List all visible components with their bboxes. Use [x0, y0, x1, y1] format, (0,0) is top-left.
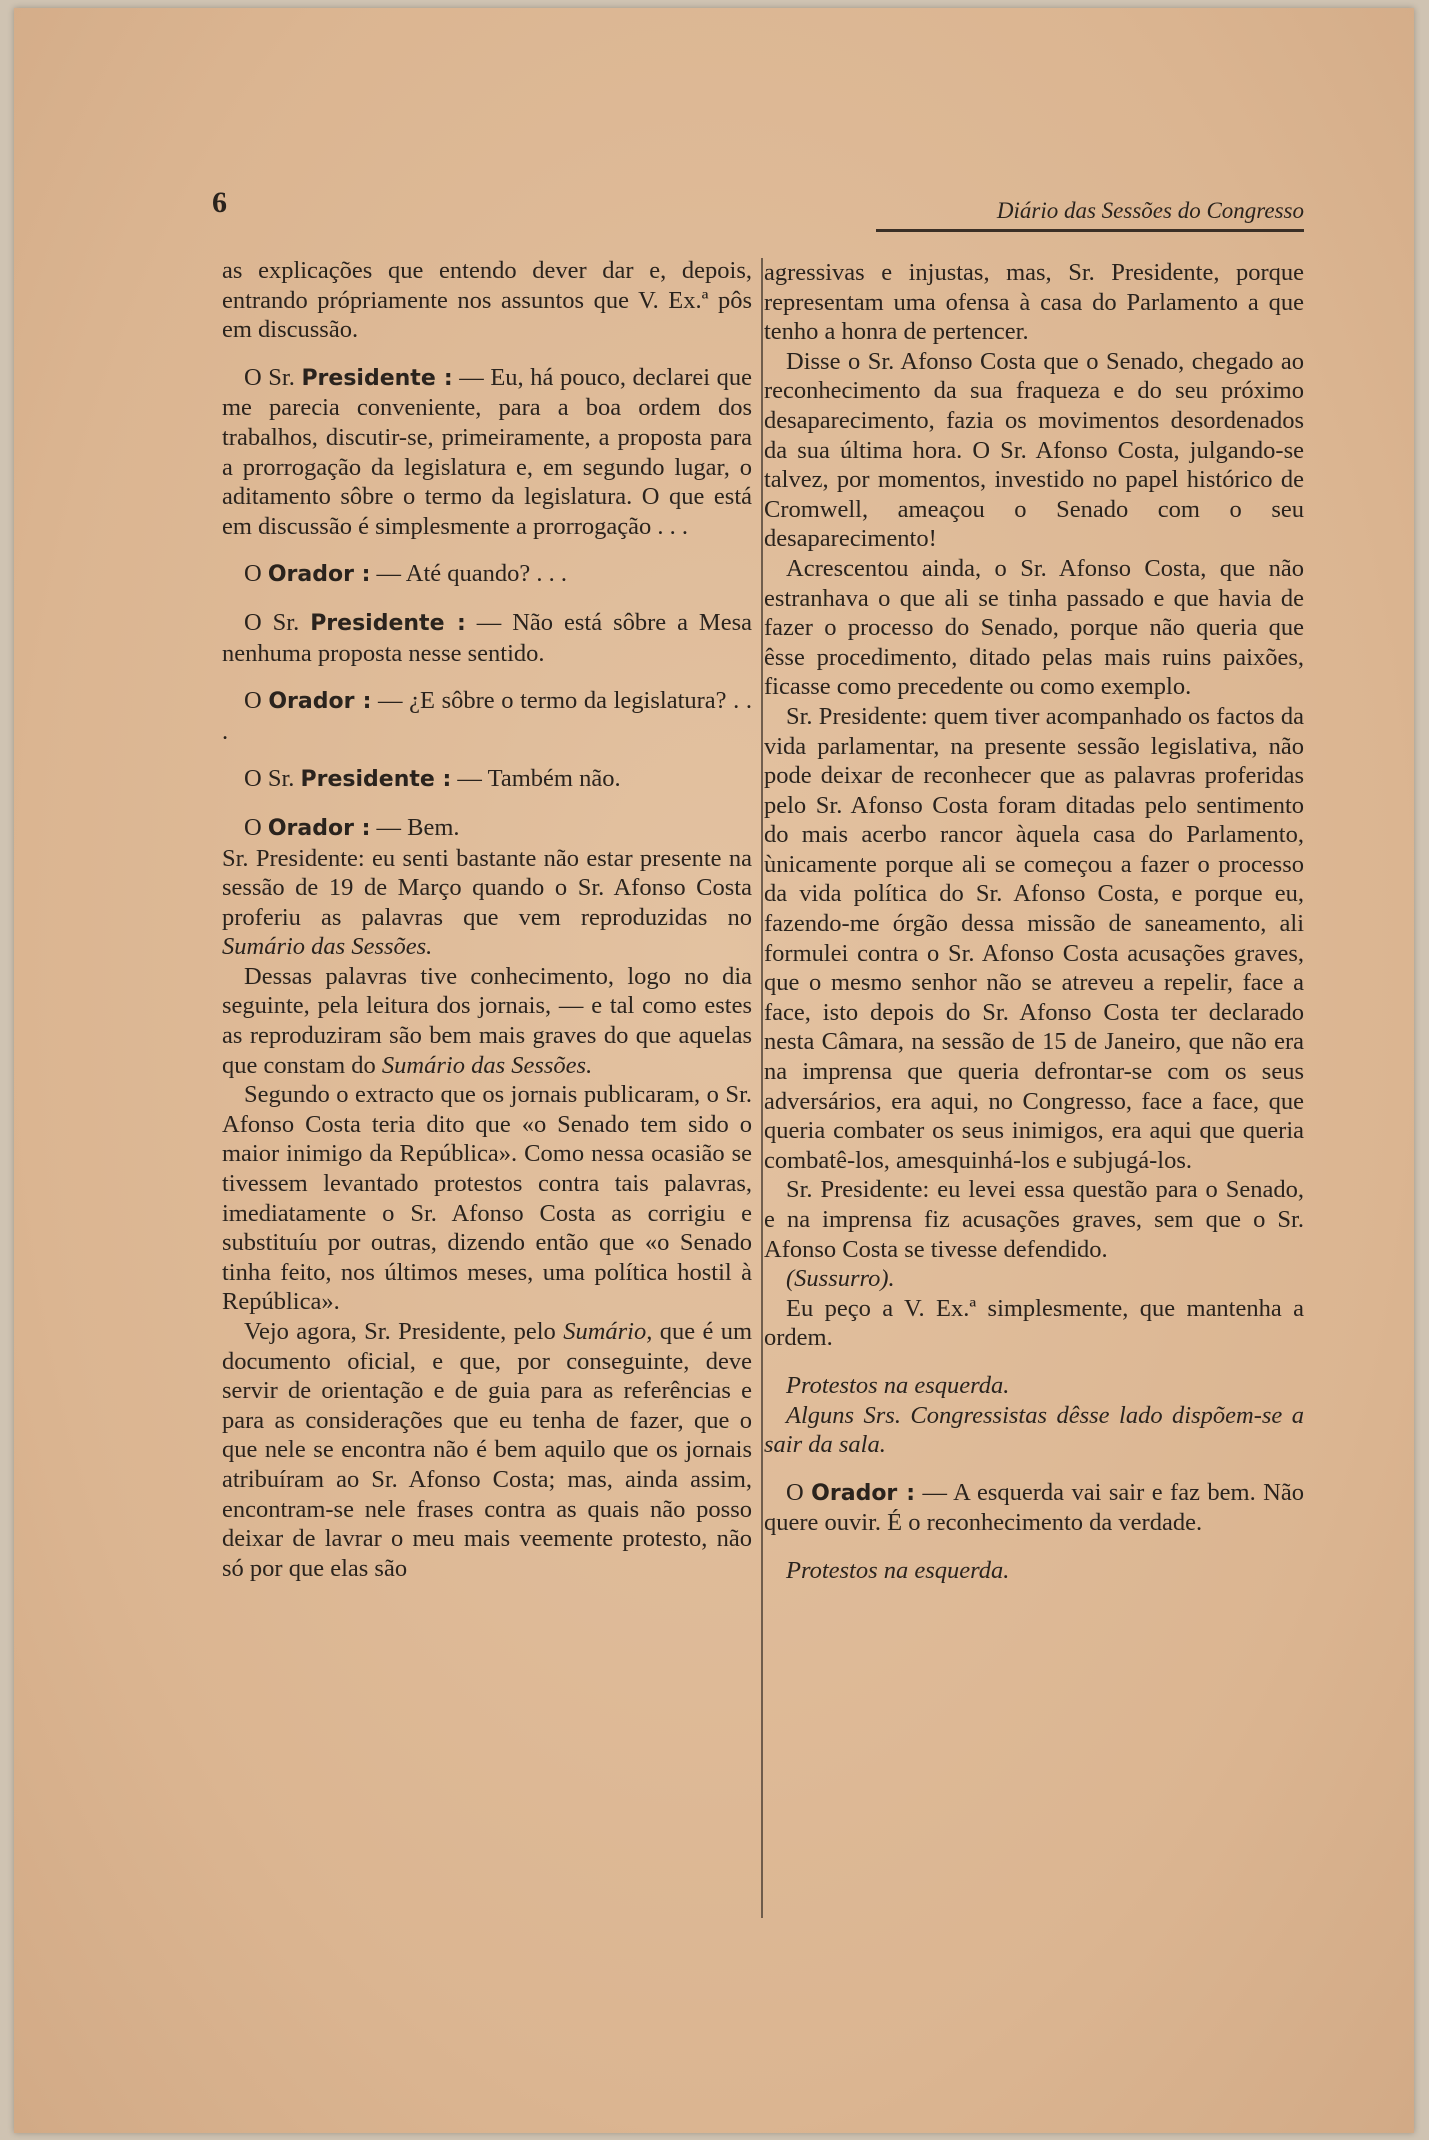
left-column — [222, 256, 752, 1583]
speaker-label: Orador : — [811, 1480, 916, 1506]
paragraph: Acrescentou ainda, o Sr. Afonso Costa, que não estranhava o que ali se tinha passado e que havia de fazer o processo do Senado, porque não queria que êsse procedimento, ditado pelas mais ruins paixões, ficasse como precedente ou como exemplo. — [764, 554, 1304, 701]
speech-presidente: O Sr. Presidente : — Eu, há pouco, declarei que me parecia conveniente, para a boa ordem dos trabalhos, discutir-se, primeiramente, a proposta para a prorrogação da legislatura e, em segundo lugar, o aditamento sôbre o termo da legislatura. O que está em discussão é simplesmente a prorrogação . . . — [222, 363, 753, 540]
right-column — [764, 258, 1304, 1586]
stage-direction: (Sussurro). — [786, 1265, 895, 1293]
paragraph: as explicações que entendo dever dar e, depois, entrando própriamente nos assuntos que V. Ex.ª pôs em discussão. — [222, 257, 752, 344]
paragraph: Sr. Presidente: quem tiver acompanhado os factos da vida parlamentar, na presente sessão legislativa, não pode deixar de reconhecer que as palavras proferidas pelo Sr. Afonso Costa foram ditadas pelo sentimento do mais acerbo rancor àquela casa do Parlamento, ùnicamente porque ali se começou a fazer o processo da vida política do Sr. Afonso Costa, e porque eu, fazendo-me órgão dessa missão de saneamento, ali formulei contra o Sr. Afonso Costa acusações graves, que o mesmo senhor não se atreveu a repelir, face a face, isto depois do Sr. Afonso Costa ter declarado nesta Câmara, na sessão de 15 de Janeiro, que não era na imprensa que queria defrontar-se com os seus adversários, era aqui, no Congresso, face a face, que queria combater os seus inimigos, era aqui que queria combatê-los, amesquinhá-los e subjugá-los. — [764, 702, 1304, 1174]
speech-presidente: O Sr. Presidente : — Também não. — [244, 765, 621, 793]
speaker-label: Orador : — [267, 562, 371, 588]
stage-direction: Protestos na esquerda. — [786, 1371, 1010, 1399]
speech-orador: O Orador : — A esquerda vai sair e faz bem. Não quere ouvir. É o reconhecimento da verdade. — [764, 1478, 1304, 1537]
speaker-label: Orador : — [267, 815, 371, 841]
paragraph: Disse o Sr. Afonso Costa que o Senado, chegado ao reconhecimento da sua fraqueza e do seu próximo desaparecimento, fazia os movimentos desordenados da sua última hora. O Sr. Afonso Costa, julgando-se talvez, por momentos, investido no papel histórico de Cromwell, ameaçou o Senado com o seu desaparecimento! — [764, 347, 1304, 553]
speaker-label: Presidente : — [300, 767, 452, 793]
speaker-label: Presidente : — [301, 365, 453, 391]
stage-direction: Alguns Srs. Congressistas dêsse lado dispõem-se a sair da sala. — [764, 1401, 1304, 1459]
speech-orador: O Orador : — ¿E sôbre o termo da legislatura? . . . — [222, 687, 753, 745]
speech-presidente: O Sr. Presidente : — Não está sôbre a Mesa nenhuma proposta nesse sentido. — [222, 608, 752, 667]
page-number: 6 — [212, 186, 227, 219]
paragraph: Vejo agora, Sr. Presidente, pelo Sumário, que é um documento oficial, e que, por conseguinte, deve servir de orientação e de guia para as referências e para as considerações que eu tenha de fazer, que o que nele se encontra não é bem aquilo que os jornais atribuíram ao Sr. Afonso Costa; mas, ainda assim, encontram-se nele frases contra as quais não posso deixar de lavrar o meu mais veemente protesto, não só por que elas são — [222, 1318, 753, 1582]
stage-direction: Protestos na esquerda. — [786, 1556, 1010, 1584]
paragraph: Segundo o extracto que os jornais publicaram, o Sr. Afonso Costa teria dito que «o Senado tem sido o maior inimigo da República». Como nessa ocasião se tivessem levantado protestos contra tais palavras, imediatamente o Sr. Afonso Costa as corrigiu e substituíu por outras, dizendo então que «o Senado tinha feito, nos últimos meses, uma política hostil à República». — [222, 1081, 752, 1316]
page — [14, 8, 1414, 2133]
paragraph: Sr. Presidente: eu levei essa questão para o Senado, e na imprensa fiz acusações graves, sem que o Sr. Afonso Costa se tivesse defendido. — [764, 1176, 1304, 1263]
paragraph: agressivas e injustas, mas, Sr. Presidente, porque representam uma ofensa à casa do Parlamento a que tenho a honra de pertencer. — [764, 259, 1304, 346]
column-divider — [761, 258, 763, 1918]
running-title: Diário das Sessões do Congresso — [996, 198, 1304, 223]
paragraph: Eu peço a V. Ex.ª simplesmente, que mantenha a ordem. — [764, 1294, 1304, 1352]
paragraph: Dessas palavras tive conhecimento, logo no dia seguinte, pela leitura dos jornais, — e tal como estes as reproduziram são bem mais graves do que aquelas que constam do Sumário das Sessões. — [222, 962, 752, 1079]
speech-orador: O Orador : — Até quando? . . . — [244, 560, 568, 588]
header-rule — [876, 229, 1304, 232]
speaker-label: Orador : — [268, 689, 372, 715]
paragraph: Sr. Presidente: eu senti bastante não estar presente na sessão de 19 de Março quando o Sr. Afonso Costa proferiu as palavras que vem reproduzidas no Sumário das Sessões. — [222, 844, 752, 961]
speaker-label: Presidente : — [310, 610, 466, 636]
speech-orador: O Orador : — Bem. — [244, 813, 460, 841]
